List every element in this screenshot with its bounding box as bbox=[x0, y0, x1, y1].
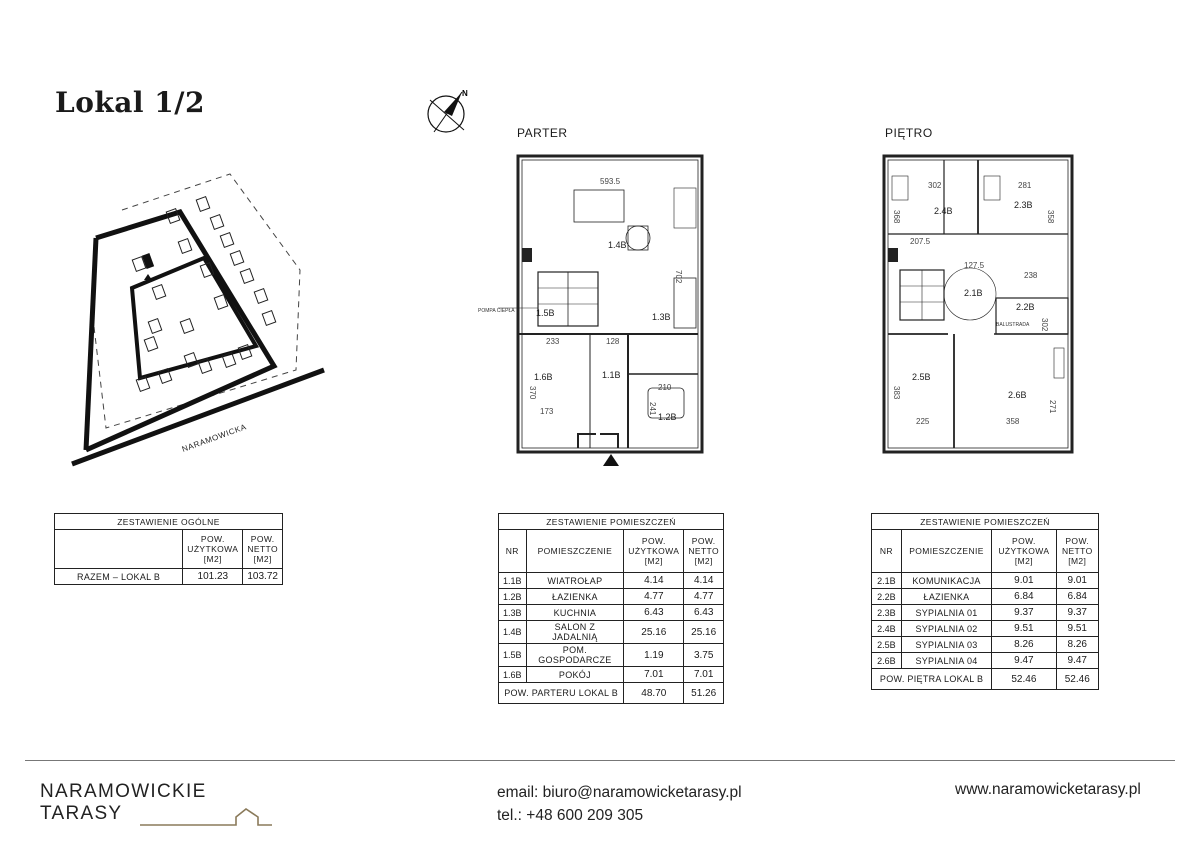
dim-p-8: 302 bbox=[1040, 318, 1049, 332]
dim-5: 370 bbox=[528, 386, 537, 400]
dim-p-7: 238 bbox=[1024, 271, 1038, 280]
brand-logo: NARAMOWICKIE TARASY bbox=[40, 781, 207, 824]
dim-p-5: 358 bbox=[1046, 210, 1055, 224]
dim-p-12: 358 bbox=[1006, 417, 1020, 426]
dim-3: 233 bbox=[546, 337, 560, 346]
room-2-2b: 2.2B bbox=[1016, 302, 1035, 312]
svg-text:N: N bbox=[462, 89, 468, 98]
room-1-3b: 1.3B bbox=[652, 312, 671, 322]
table-caption: ZESTAWIENIE POMIESZCZEŃ bbox=[499, 514, 724, 530]
room-1-6b: 1.6B bbox=[534, 372, 553, 382]
dim-7: 210 bbox=[658, 383, 672, 392]
table-total-row: POW. PARTERU LOKAL B 48.70 51.26 bbox=[499, 683, 724, 704]
footer-divider bbox=[25, 760, 1175, 761]
pump-label: POMPA CIEPŁA bbox=[478, 308, 515, 314]
room-1-1b: 1.1B bbox=[602, 370, 621, 380]
room-1-4b: 1.4B bbox=[608, 240, 627, 250]
table-row: 1.2B ŁAZIENKA 4.77 4.77 bbox=[499, 589, 724, 605]
room-2-3b: 2.3B bbox=[1014, 200, 1033, 210]
dim-p-6: 127.5 bbox=[964, 261, 985, 270]
dim-p-9: 383 bbox=[892, 386, 901, 400]
parter-label: PARTER bbox=[517, 126, 568, 140]
pietro-label: PIĘTRO bbox=[885, 126, 933, 140]
table-row: 2.5B SYPIALNIA 03 8.26 8.26 bbox=[872, 637, 1099, 653]
table-row: 1.1B WIATROŁAP 4.14 4.14 bbox=[499, 573, 724, 589]
room-2-5b: 2.5B bbox=[912, 372, 931, 382]
contact-info bbox=[497, 781, 742, 827]
table-row: 1.3B KUCHNIA 6.43 6.43 bbox=[499, 605, 724, 621]
col-header-netto: POW. NETTO [M2] bbox=[243, 530, 283, 569]
website-link[interactable]: www.naramowicketarasy.pl bbox=[955, 781, 1141, 798]
table-row: 2.3B SYPIALNIA 01 9.37 9.37 bbox=[872, 605, 1099, 621]
dim-1: 593.5 bbox=[600, 177, 621, 186]
phone-link[interactable]: tel.: +48 600 209 305 bbox=[497, 807, 644, 824]
dim-p-2: 281 bbox=[1018, 181, 1032, 190]
parter-rooms-table: ZESTAWIENIE POMIESZCZEŃ NR POMIESZCZENIE POW. UŻYTKOWA [M2] POW. NETTO [M2] 1.1B WIATROŁAP 4.14 4.14 1.2B ŁAZIENKA 4.77 4.77 1.3B KUCHNIA 6.43 6.43 1.4B SALON Z JADALNIĄ 25.16 25.16 1.5B POM. GOSPODARCZE 1.19 3.75 1.6B POKÓJ 7.01 7.01 POW. PARTERU LOKAL B 48.70 51.26 bbox=[498, 513, 724, 704]
dim-8: 241 bbox=[648, 402, 657, 416]
table-row: 2.4B SYPIALNIA 02 9.51 9.51 bbox=[872, 621, 1099, 637]
table-row: 1.4B SALON Z JADALNIĄ 25.16 25.16 bbox=[499, 621, 724, 644]
table-caption: ZESTAWIENIE OGÓLNE bbox=[55, 514, 283, 530]
balustrade-label: BALUSTRADA bbox=[996, 322, 1030, 328]
dim-6: 173 bbox=[540, 407, 554, 416]
general-summary-table bbox=[54, 513, 283, 585]
room-2-1b: 2.1B bbox=[964, 288, 983, 298]
dim-p-1: 302 bbox=[928, 181, 942, 190]
table-row: RAZEM – LOKAL B 101.23 103.72 bbox=[55, 569, 283, 585]
street-label: NARAMOWICKA bbox=[180, 422, 248, 454]
table-caption: ZESTAWIENIE POMIESZCZEŃ bbox=[872, 514, 1099, 530]
room-1-5b: 1.5B bbox=[536, 308, 555, 318]
table-row: 2.6B SYPIALNIA 04 9.47 9.47 bbox=[872, 653, 1099, 669]
dim-4: 128 bbox=[606, 337, 620, 346]
email-link[interactable]: email: biuro@naramowicketarasy.pl bbox=[497, 784, 742, 801]
room-1-2b: 1.2B bbox=[658, 412, 677, 422]
room-2-6b: 2.6B bbox=[1008, 390, 1027, 400]
table-row: 2.2B ŁAZIENKA 6.84 6.84 bbox=[872, 589, 1099, 605]
roof-logo-icon bbox=[140, 803, 272, 827]
col-header-uzytkowa: POW. UŻYTKOWA [M2] bbox=[183, 530, 243, 569]
pietro-rooms-table: ZESTAWIENIE POMIESZCZEŃ NR POMIESZCZENIE POW. UŻYTKOWA [M2] POW. NETTO [M2] 2.1B KOMUNIKACJA 9.01 9.01 2.2B ŁAZIENKA 6.84 6.84 2.3B SYPIALNIA 01 9.37 9.37 2.4B SYPIALNIA 02 9.51 9.51 2.5B SYPIALNIA 03 8.26 8.26 2.6B SYPIALNIA 04 9.47 9.47 POW. PIĘTRA LOKAL B 52.46 52.46 bbox=[871, 513, 1099, 690]
pietro-plan bbox=[878, 148, 1078, 460]
table-row: 2.1B KOMUNIKACJA 9.01 9.01 bbox=[872, 573, 1099, 589]
room-2-4b: 2.4B bbox=[934, 206, 953, 216]
dim-p-10: 271 bbox=[1048, 400, 1057, 414]
dim-p-11: 225 bbox=[916, 417, 930, 426]
table-total-row: POW. PIĘTRA LOKAL B 52.46 52.46 bbox=[872, 669, 1099, 690]
site-map bbox=[60, 170, 340, 470]
dim-p-4: 207.5 bbox=[910, 237, 931, 246]
page-title: Lokal 1/2 bbox=[55, 86, 205, 119]
table-row: 1.5B POM. GOSPODARCZE 1.19 3.75 bbox=[499, 644, 724, 667]
parter-plan bbox=[478, 148, 718, 468]
compass-icon bbox=[422, 86, 474, 138]
dim-2: 702 bbox=[674, 270, 683, 284]
table-row: 1.6B POKÓJ 7.01 7.01 bbox=[499, 667, 724, 683]
dim-p-3: 368 bbox=[892, 210, 901, 224]
